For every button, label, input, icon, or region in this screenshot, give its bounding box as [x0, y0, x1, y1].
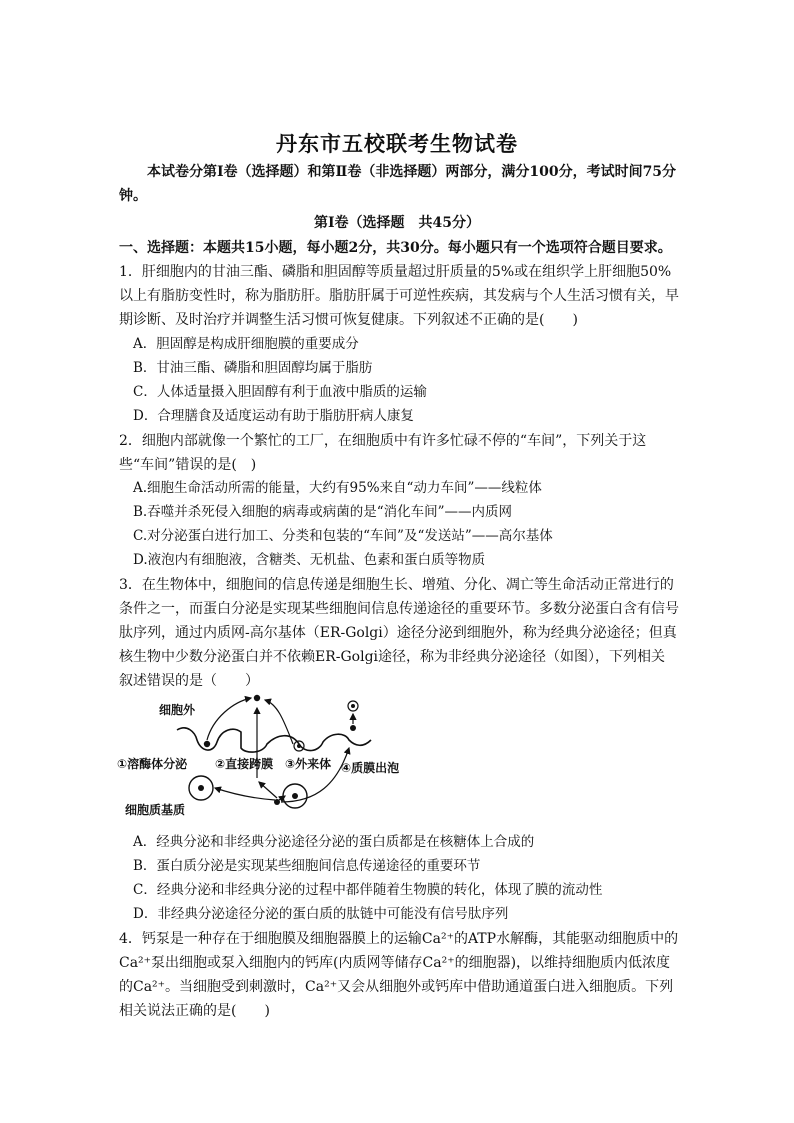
path-3-label: ③外来体 — [285, 757, 332, 771]
secreted-protein-dot — [254, 695, 260, 701]
page-title: 丹东市五校联考生物试卷 — [276, 131, 518, 156]
question-3-option-d: D．非经典分泌途径分泌的蛋白质的肽链中可能没有信号肽序列 — [133, 906, 509, 922]
arrow-exosome-out — [265, 700, 293, 744]
question-4-stem: 4．钙泵是一种存在于细胞膜及细胞器膜上的运输Ca²⁺的ATP水解酶，其能驱动细胞质中的Ca²⁺泵出细胞或泵入细胞内的钙库(内质网等储存Ca²⁺的细胞器)，以维持细胞质内低浓度的Ca²⁺。当细胞受到刺激时，Ca²⁺又会从细胞外或钙库中借助通道蛋白进入细胞质。下列相关说法正确的是( ) — [119, 931, 679, 1019]
question-1-option-b: B．甘油三酯、磷脂和胆固醇均属于脂肪 — [133, 360, 373, 376]
arrow-to-lysosome — [215, 788, 275, 800]
arrow-to-membrane — [259, 782, 277, 798]
question-2-option-a: A.细胞生命活动所需的能量，大约有95%来自“动力车间”——线粒体 — [133, 480, 542, 496]
protein-dot-2 — [350, 725, 356, 731]
pathway-diagram — [117, 688, 417, 818]
question-3-stem: 3．在生物体中，细胞间的信息传递是细胞生长、增殖、分化、凋亡等生命活动正常进行的条件之一，而蛋白分泌是实现某些细胞间信息传递途径的重要环节。多数分泌蛋白含有信号肽序列，通过内质网-高尔基体（ER-Golgi）途径分泌到细胞外，称为经典分泌途径；但真核生物中少数分泌蛋白并不依赖ER-Golgi途径，称为非经典分泌途径（如图），下列相关叙述错误的是（ ） — [119, 577, 679, 689]
question-2-option-b: B.吞噬并杀死侵入细胞的病毒或病菌的是“消化车间”——内质网 — [133, 504, 513, 520]
question-1-option-c: C．人体适量摄入胆固醇有利于血液中脂质的运输 — [133, 384, 427, 400]
question-1-stem: 1．肝细胞内的甘油三酯、磷脂和胆固醇等质量超过肝质量的5%或在组织学上肝细胞50%以上有脂肪变性时，称为脂肪肝。脂肪肝属于可逆性疾病，其发病与个人生活习惯有关，早期诊断、及时治疗并调整生活习惯可恢复健康。下列叙述不正确的是( ) — [119, 264, 679, 328]
question-1-option-a: A．胆固醇是构成肝细胞膜的重要成分 — [133, 336, 359, 352]
protein-dot-1 — [204, 741, 210, 747]
part-heading: 一、选择题：本题共15小题，每小题2分，共30分。每小题只有一个选项符合题目要求。 — [119, 240, 672, 256]
path-2-label: ②直接跨膜 — [215, 757, 274, 771]
section-heading: 第Ⅰ卷（选择题 共45分） — [313, 215, 481, 231]
cell-outside-label: 细胞外 — [159, 703, 196, 717]
vesicle-core-dot — [351, 704, 355, 708]
cytoplasm-label: 细胞质基质 — [125, 803, 186, 817]
question-2-option-c: C.对分泌蛋白进行加工、分类和包装的“车间”及“发送站”——高尔基体 — [133, 528, 553, 544]
path-1-label: ①溶酶体分泌 — [117, 757, 188, 771]
question-3-option-b: B．蛋白质分泌是实现某些细胞间信息传递途径的重要环节 — [133, 858, 481, 874]
lysosome-core-dot — [198, 785, 204, 791]
question-2-option-d: D.液泡内有细胞液，含糖类、无机盐、色素和蛋白质等物质 — [133, 552, 486, 568]
exam-intro: 本试卷分第Ⅰ卷（选择题）和第Ⅱ卷（非选择题）两部分，满分100分，考试时间75分钟。 — [119, 164, 677, 204]
plasma-membrane — [177, 728, 371, 752]
exosome-core-dot — [297, 744, 301, 748]
question-3-option-c: C．经典分泌和非经典分泌的过程中都伴随着生物膜的转化，体现了膜的流动性 — [133, 882, 603, 898]
secretion-pathway-figure — [117, 688, 417, 818]
question-1-option-d: D．合理膳食及适度运动有助于脂肪肝病人康复 — [133, 408, 414, 424]
path-4-label: ④质膜出泡 — [341, 761, 400, 775]
endosome-core-dot — [292, 793, 298, 799]
arrow-lysosome-out — [207, 698, 251, 740]
question-2-stem: 2．细胞内部就像一个繁忙的工厂，在细胞质中有许多忙碌不停的“车间”，下列关于这些“车间”错误的是( ) — [119, 433, 647, 473]
question-3-option-a: A．经典分泌和非经典分泌途径分泌的蛋白质都是在核糖体上合成的 — [133, 834, 535, 850]
